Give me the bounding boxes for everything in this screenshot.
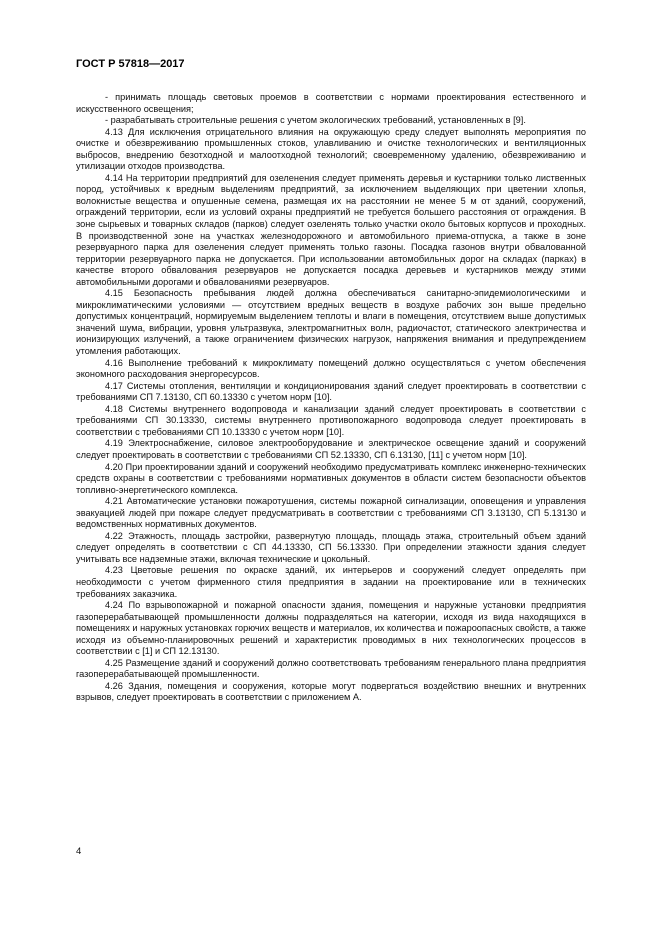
paragraph: 4.21 Автоматические установки пожаротушения, системы пожарной сигнализации, оповещения и управления эвакуацией людей при пожаре следует предусматривать в соответствии с требованиями СП 3.13130, СП 5.13130 и ведомственных нормативных документов. <box>76 496 586 530</box>
page-number: 4 <box>76 846 82 857</box>
paragraph: 4.20 При проектировании зданий и сооружений необходимо предусматривать комплекс инженерно-технических средств охраны в соответствии с требованиями нормативных документов в области систем безопасности объектов топливно-энергетического комплекса. <box>76 461 586 495</box>
paragraph: 4.16 Выполнение требований к микроклимату помещений должно осуществляться с учетом обеспечения экономного расходования энергоресурсов. <box>76 357 586 380</box>
document-header: ГОСТ Р 57818—2017 <box>76 58 185 70</box>
paragraph: 4.26 Здания, помещения и сооружения, которые могут подвергаться воздействию внешних и внутренних взрывов, следует проектировать в соответствии с приложением А. <box>76 680 586 703</box>
paragraph: 4.15 Безопасность пребывания людей должна обеспечиваться санитарно-эпидемиологическими и микроклиматическими условиями — отсутствием вредных веществ в воздухе рабочих зон выше предельно допустимых концентраций, нормируемым выделением теплоты и влаги в помещения, отсутствием выше допустимых значений шума, вибрации, уровня ультразвука, электромагнитных волн, радиочастот, статического электричества и ионизирующих излучений, а также ограничением физических нагрузок, напряжения внимания и предупреждением утомления работающих. <box>76 288 586 357</box>
paragraph: 4.24 По взрывопожарной и пожарной опасности здания, помещения и наружные установки предприятия газоперерабатывающей промышленности должны подразделяться на категории, исходя из вида находящихся в помещениях и наружных установках горючих веществ и материалов, их количества и пожароопасных свойств, а также исходя из объемно-планировочных решений и характеристик проводимых в них технологических процессов в соответствии с [1] и СП 12.13130. <box>76 600 586 657</box>
paragraph: 4.14 На территории предприятий для озеленения следует применять деревья и кустарники только лиственных пород, устойчивых к вредным выделениям предприятий, за исключением выделяющих при цветении хлопья, волокнистые вещества и опушенные семена, размещая их на расстоянии не менее 5 м от зданий, сооружений, ограждений территории, если из условий охраны предприятий не требуется большего расстояния от ограждения. В зоне сырьевых и товарных складов (парков) следует озеленять только участки около бытовых корпусов и проходных. В производственной зоне на участках железнодорожного и автомобильного приема-отпуска, а также в зоне резервуарного парка для озеленения следует применять только газоны. Посадка газонов внутри обвалованной территории резервуарного парка не допускается. При использовании автомобильных дорог на складах (парках) в качестве второго обвалования резервуаров не допускается посадка деревьев и кустарников между этими автомобильными дорогами и обвалованиями резервуаров. <box>76 172 586 287</box>
paragraph: - принимать площадь световых проемов в соответствии с нормами проектирования естественного и искусственного освещения; <box>76 92 586 114</box>
paragraph: 4.13 Для исключения отрицательного влияния на окружающую среду следует выполнять мероприятия по очистке и обезвреживанию промышленных стоков, улавливанию и очистке технологических и вентиляционных выбросов, внедрению безотходной и малоотходной технологий; своевременному удалению, обезвреживанию и утилизации отходов производства. <box>76 126 586 172</box>
paragraph: 4.23 Цветовые решения по окраске зданий, их интерьеров и сооружений следует определять при необходимости с учетом фирменного стиля предприятия в задании на проектирование или в технических требованиях заказчика. <box>76 565 586 599</box>
paragraph: 4.22 Этажность, площадь застройки, развернутую площадь, площадь этажа, строительный объем зданий следует определять в соответствии с СП 44.13330, СП 56.13330. При определении этажности здания следует учитывать все надземные этажи, включая технические и цокольный. <box>76 530 586 564</box>
document-body <box>76 92 586 704</box>
paragraph: 4.17 Системы отопления, вентиляции и кондиционирования зданий следует проектировать в соответствии с требованиями СП 7.13130, СП 60.13330 с учетом норм [10]. <box>76 380 586 403</box>
paragraph: 4.25 Размещение зданий и сооружений должно соответствовать требованиям генерального плана предприятия газоперерабатывающей промышленности. <box>76 657 586 680</box>
paragraph: 4.19 Электроснабжение, силовое электрооборудование и электрическое освещение зданий и сооружений следует проектировать в соответствии с требованиями СП 52.13330, СП 6.13130, [11] с учетом норм [10]. <box>76 438 586 460</box>
paragraph: - разрабатывать строительные решения с учетом экологических требований, установленных в [9]. <box>105 115 526 126</box>
paragraph: 4.18 Системы внутреннего водопровода и канализации зданий следует проектировать в соответствии с требованиями СП 30.13330, системы внутреннего противопожарного водопровода следует проектировать в соответствии с требованиями СП 10.13330 с учетом норм [10]. <box>76 403 586 437</box>
